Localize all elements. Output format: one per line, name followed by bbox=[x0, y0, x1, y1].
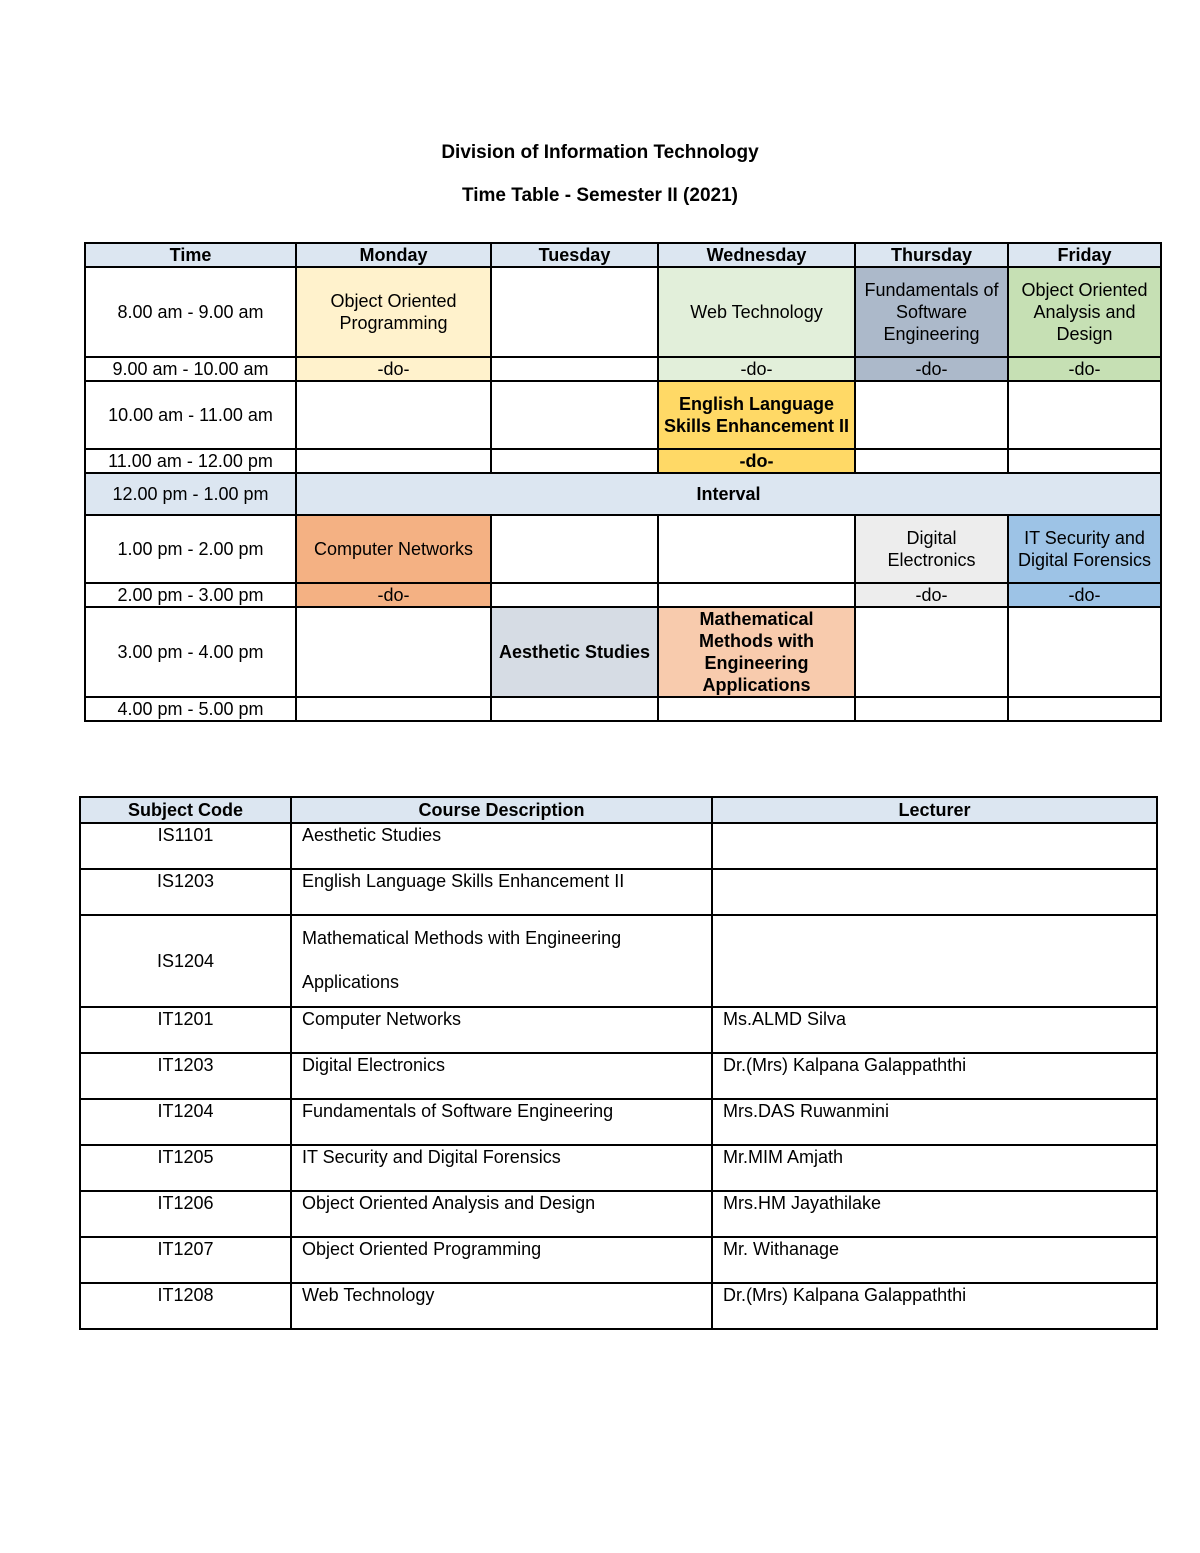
session-cell: Computer Networks bbox=[296, 515, 491, 583]
session-cell bbox=[855, 381, 1008, 449]
table-row bbox=[80, 1191, 1157, 1237]
session-cell: Digital Electronics bbox=[855, 515, 1008, 583]
timetable bbox=[84, 242, 1162, 722]
session-cell bbox=[296, 697, 491, 721]
course-description: Object Oriented Programming bbox=[291, 1237, 712, 1283]
session-cell bbox=[658, 515, 855, 583]
session-cell bbox=[855, 697, 1008, 721]
session-cell bbox=[491, 381, 658, 449]
time-cell: 3.00 pm - 4.00 pm bbox=[85, 607, 296, 697]
session-cell bbox=[491, 583, 658, 607]
lecturer: Dr.(Mrs) Kalpana Galappaththi bbox=[712, 1053, 1157, 1099]
session-cell: -do- bbox=[658, 357, 855, 381]
session-cell: -do- bbox=[1008, 583, 1161, 607]
session-cell bbox=[296, 449, 491, 473]
table-row bbox=[80, 1237, 1157, 1283]
col-header-friday: Friday bbox=[1008, 243, 1161, 267]
timetable-row bbox=[85, 697, 1161, 721]
session-cell: -do- bbox=[855, 583, 1008, 607]
subject-code: IT1208 bbox=[80, 1283, 291, 1329]
session-cell bbox=[658, 583, 855, 607]
time-cell: 10.00 am - 11.00 am bbox=[85, 381, 296, 449]
table-row bbox=[80, 869, 1157, 915]
timetable-row bbox=[85, 607, 1161, 697]
timetable-row bbox=[85, 449, 1161, 473]
timetable-row bbox=[85, 381, 1161, 449]
timetable-row bbox=[85, 357, 1161, 381]
session-cell bbox=[1008, 381, 1161, 449]
session-cell bbox=[658, 697, 855, 721]
session-cell bbox=[855, 449, 1008, 473]
time-cell: 1.00 pm - 2.00 pm bbox=[85, 515, 296, 583]
subject-code: IT1203 bbox=[80, 1053, 291, 1099]
course-description: Fundamentals of Software Engineering bbox=[291, 1099, 712, 1145]
table-row bbox=[80, 1099, 1157, 1145]
session-cell: Web Technology bbox=[658, 267, 855, 357]
timetable-row bbox=[85, 515, 1161, 583]
lecturer: Mr. Withanage bbox=[712, 1237, 1157, 1283]
session-cell: IT Security and Digital Forensics bbox=[1008, 515, 1161, 583]
col-header-lecturer: Lecturer bbox=[712, 797, 1157, 823]
subject-code: IT1206 bbox=[80, 1191, 291, 1237]
col-header-subject-code: Subject Code bbox=[80, 797, 291, 823]
lecturer: Dr.(Mrs) Kalpana Galappaththi bbox=[712, 1283, 1157, 1329]
subject-code: IT1201 bbox=[80, 1007, 291, 1053]
subject-code: IT1205 bbox=[80, 1145, 291, 1191]
session-cell: -do- bbox=[296, 583, 491, 607]
lecturer bbox=[712, 823, 1157, 869]
col-header-tuesday: Tuesday bbox=[491, 243, 658, 267]
col-header-monday: Monday bbox=[296, 243, 491, 267]
session-cell bbox=[855, 607, 1008, 697]
subject-code: IT1204 bbox=[80, 1099, 291, 1145]
session-cell bbox=[296, 381, 491, 449]
session-cell bbox=[1008, 697, 1161, 721]
session-cell: Object Oriented Analysis and Design bbox=[1008, 267, 1161, 357]
course-description bbox=[291, 915, 712, 1007]
session-cell bbox=[491, 267, 658, 357]
session-cell bbox=[1008, 449, 1161, 473]
lecturer: Mr.MIM Amjath bbox=[712, 1145, 1157, 1191]
course-description: Aesthetic Studies bbox=[291, 823, 712, 869]
table-row bbox=[80, 1053, 1157, 1099]
course-description: English Language Skills Enhancement II bbox=[291, 869, 712, 915]
subject-code: IS1204 bbox=[80, 915, 291, 1007]
session-cell bbox=[491, 515, 658, 583]
lecturer: Mrs.DAS Ruwanmini bbox=[712, 1099, 1157, 1145]
session-cell: Object Oriented Programming bbox=[296, 267, 491, 357]
col-header-time: Time bbox=[85, 243, 296, 267]
subject-code: IT1207 bbox=[80, 1237, 291, 1283]
lecturer bbox=[712, 915, 1157, 1007]
timetable-header-row bbox=[85, 243, 1161, 267]
time-cell: 12.00 pm - 1.00 pm bbox=[85, 473, 296, 515]
session-cell: -do- bbox=[855, 357, 1008, 381]
subjects-table bbox=[79, 796, 1158, 1330]
col-header-course-description: Course Description bbox=[291, 797, 712, 823]
table-row bbox=[80, 1007, 1157, 1053]
course-description: Digital Electronics bbox=[291, 1053, 712, 1099]
session-cell bbox=[491, 697, 658, 721]
timetable-interval-row bbox=[85, 473, 1161, 515]
interval-cell: Interval bbox=[296, 473, 1161, 515]
document-title: Division of Information Technology bbox=[441, 142, 759, 163]
course-description: Computer Networks bbox=[291, 1007, 712, 1053]
time-cell: 11.00 am - 12.00 pm bbox=[85, 449, 296, 473]
session-cell: -do- bbox=[1008, 357, 1161, 381]
table-row bbox=[80, 1145, 1157, 1191]
session-cell: Fundamentals of Software Engineering bbox=[855, 267, 1008, 357]
timetable-row bbox=[85, 267, 1161, 357]
col-header-wednesday: Wednesday bbox=[658, 243, 855, 267]
time-cell: 2.00 pm - 3.00 pm bbox=[85, 583, 296, 607]
table-row bbox=[80, 823, 1157, 869]
session-cell: Mathematical Methods with Engineering Applications bbox=[658, 607, 855, 697]
session-cell: Aesthetic Studies bbox=[491, 607, 658, 697]
session-cell bbox=[1008, 607, 1161, 697]
course-description: IT Security and Digital Forensics bbox=[291, 1145, 712, 1191]
course-description-line: Applications bbox=[302, 972, 400, 992]
col-header-thursday: Thursday bbox=[855, 243, 1008, 267]
session-cell bbox=[491, 357, 658, 381]
lecturer: Mrs.HM Jayathilake bbox=[712, 1191, 1157, 1237]
document-subtitle: Time Table - Semester II (2021) bbox=[462, 185, 738, 206]
lecturer bbox=[712, 869, 1157, 915]
subject-code: IS1101 bbox=[80, 823, 291, 869]
subjects-header-row bbox=[80, 797, 1157, 823]
subject-code: IS1203 bbox=[80, 869, 291, 915]
time-cell: 4.00 pm - 5.00 pm bbox=[85, 697, 296, 721]
table-row bbox=[80, 915, 1157, 1007]
course-description: Object Oriented Analysis and Design bbox=[291, 1191, 712, 1237]
time-cell: 8.00 am - 9.00 am bbox=[85, 267, 296, 357]
lecturer: Ms.ALMD Silva bbox=[712, 1007, 1157, 1053]
session-cell bbox=[491, 449, 658, 473]
time-cell: 9.00 am - 10.00 am bbox=[85, 357, 296, 381]
table-row bbox=[80, 1283, 1157, 1329]
session-cell bbox=[296, 607, 491, 697]
session-cell: English Language Skills Enhancement II bbox=[658, 381, 855, 449]
course-description: Web Technology bbox=[291, 1283, 712, 1329]
course-description-line: Mathematical Methods with Engineering bbox=[302, 928, 622, 948]
timetable-row bbox=[85, 583, 1161, 607]
session-cell: -do- bbox=[296, 357, 491, 381]
session-cell: -do- bbox=[658, 449, 855, 473]
